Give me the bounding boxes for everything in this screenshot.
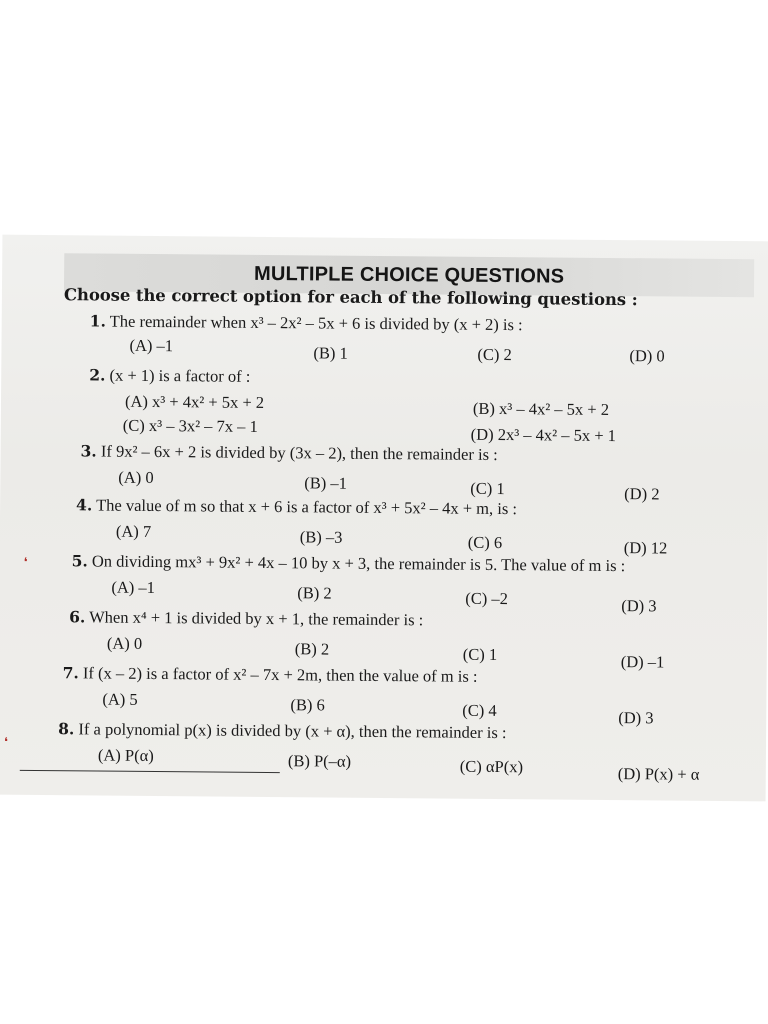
option-c: (C) 1 [462,644,498,664]
option-a: (A) 7 [115,521,152,541]
option-b: (B) P(–α) [287,751,352,771]
option-c: (C) x³ – 3x² – 7x – 1 [122,415,258,436]
question-number: 7. [62,663,79,683]
option-a: (A) 5 [102,689,138,709]
option-a: (A) 0 [118,467,154,487]
question-text: The remainder when x³ – 2x² – 5x + 6 is divided by (x + 2) is : [109,311,523,335]
question-4 [76,495,517,519]
option-c: (C) αP(x) [459,756,524,777]
option-b: (B) x³ – 4x² – 5x + 2 [472,398,610,419]
question-3 [80,441,497,465]
question-5 [72,551,626,576]
option-b: (B) 6 [290,695,325,715]
question-text: If 9x² – 6x + 2 is divided by (3x – 2), then the remainder is : [100,441,498,464]
question-8 [58,719,507,743]
option-d: (D) 0 [629,346,665,366]
question-1 [90,311,523,335]
question-text: If a polynomial p(x) is divided by (x + α), then the remainder is : [78,719,507,743]
option-a: (A) –1 [111,577,155,598]
question-text: When x⁴ + 1 is divided by x + 1, the remainder is : [89,607,424,630]
option-c: (C) 4 [462,700,497,720]
option-d: (D) 3 [618,708,654,728]
question-number: 2. [89,365,106,385]
option-c: (C) 1 [470,478,505,499]
question-number: 3. [80,441,97,461]
option-a: (A) x³ + 4x² + 5x + 2 [124,391,265,412]
question-number: 1. [89,311,106,331]
option-b: (B) 2 [297,583,332,603]
question-text: (x + 1) is a factor of : [109,365,251,386]
question-number: 5. [71,551,88,571]
question-7 [63,663,478,687]
option-b: (B) –3 [299,527,343,547]
option-b: (B) –1 [304,473,348,493]
question-text: On dividing mx³ + 9x² + 4x – 10 by x + 3, the remainder is 5. The value of m is : [91,551,626,576]
question-number: 4. [76,495,93,515]
instruction-text: Choose the correct option for each of the following questions : [63,285,638,310]
option-d: (D) 3 [621,596,657,616]
page-title: MULTIPLE CHOICE QUESTIONS [253,262,565,288]
option-d: (D) 2x³ – 4x² – 5x + 1 [470,424,617,446]
pen-mark: ❛ [23,554,28,569]
option-b: (B) 2 [294,639,330,659]
option-c: (C) 2 [477,344,512,365]
question-2 [89,365,250,386]
option-a: (A) P(α) [97,745,154,765]
option-d: (D) 12 [623,538,668,558]
option-b: (B) 1 [313,343,348,363]
footer-rule [20,770,280,773]
question-number: 8. [58,719,75,739]
textbook-page [0,235,768,802]
option-c: (C) –2 [465,588,509,609]
option-a: (A) –1 [129,335,174,356]
option-c: (C) 6 [467,532,503,553]
question-text: If (x – 2) is a factor of x² – 7x + 2m, then the value of m is : [82,663,478,686]
option-d: (D) 2 [624,484,660,504]
option-d: (D) P(x) + α [617,764,700,784]
option-a: (A) 0 [106,633,143,653]
question-number: 6. [69,607,86,627]
option-d: (D) –1 [620,652,665,672]
question-text: The value of m so that x + 6 is a factor of x³ + 5x² – 4x + m, is : [96,495,518,519]
question-6 [69,607,423,630]
pen-mark: ❛ [3,734,8,749]
